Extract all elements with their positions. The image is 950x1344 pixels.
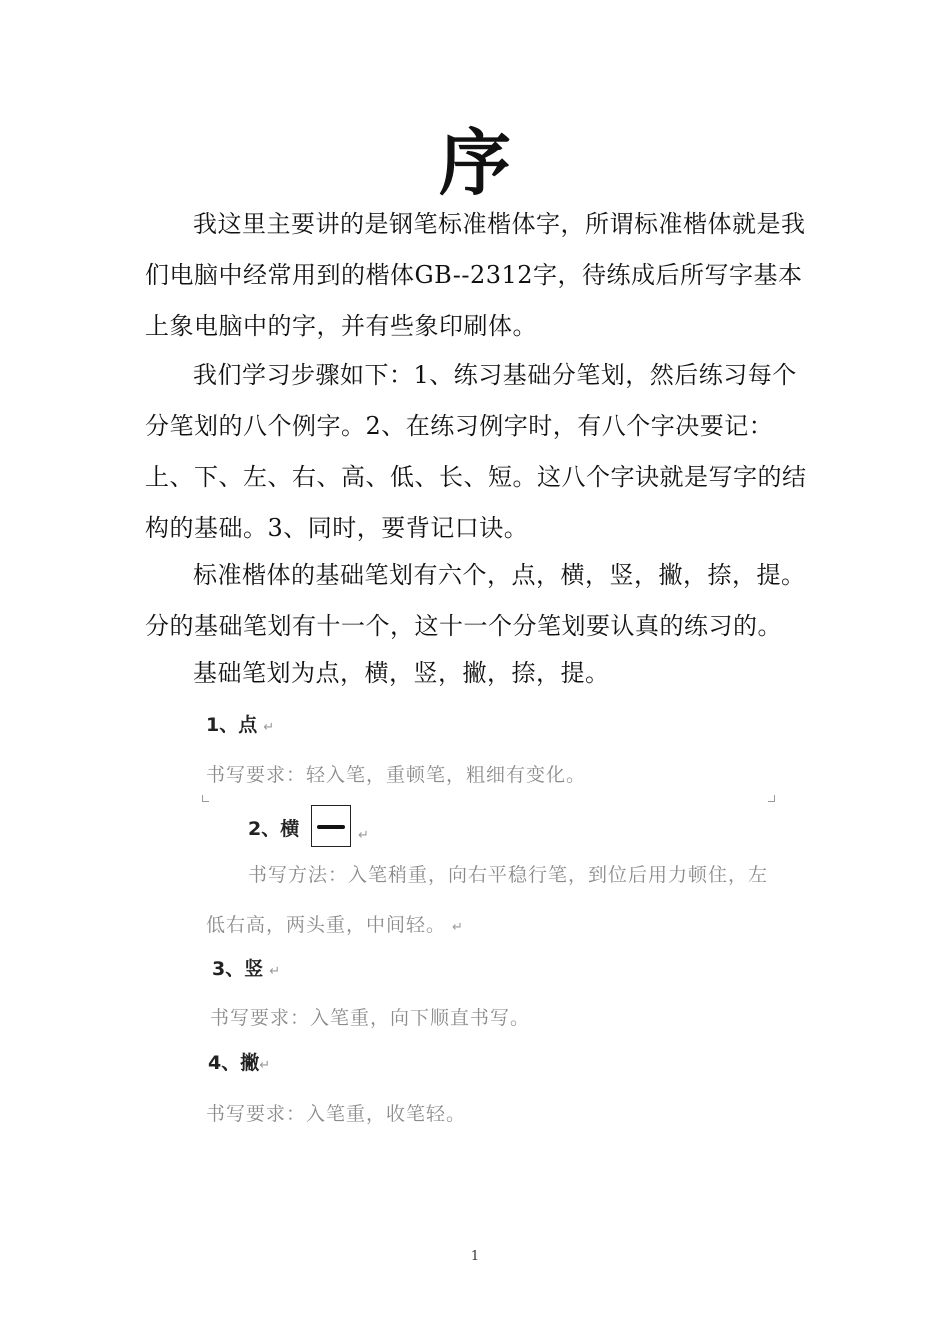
stroke-guide-clip xyxy=(200,700,780,1140)
stroke-heading-vertical-label: 3、竖 xyxy=(212,958,264,980)
stroke-heading-vertical xyxy=(212,954,280,987)
stroke-desc-left-falling: 书写要求：入笔重，收笔轻。 xyxy=(206,1103,467,1125)
paragraph-mark: ↵ xyxy=(269,964,281,979)
page-number: 1 xyxy=(470,1249,480,1264)
stroke-desc-horizontal-line1: 书写方法：入笔稍重，向右平稳行笔，到位后用力顿住，左 xyxy=(248,864,769,886)
horizontal-stroke-sample xyxy=(311,805,351,847)
intro-paragraph: 我这里主要讲的是钢笔标准楷体字，所谓标准楷体就是我们电脑中经常用到的楷体GB--2312字，待练成后所写字基本上象电脑中的字，并有些象印刷体。 xyxy=(145,210,806,340)
corner-mark-right xyxy=(768,795,775,802)
basic-strokes-paragraph: 标准楷体的基础笔划有六个，点，横，竖，撇，捺，提。分的基础笔划有十一个，这十一个分笔划要认真的练习的。 xyxy=(145,561,806,640)
stroke-heading-horizontal-label: 2、横 xyxy=(248,818,300,840)
document-title: 序 xyxy=(438,121,511,205)
stroke-heading-dot xyxy=(206,710,274,743)
corner-mark-left xyxy=(202,795,209,802)
stroke-desc-horizontal-line2-text: 低右高，两头重，中间轻。 xyxy=(206,914,447,936)
stroke-heading-left-falling xyxy=(208,1048,270,1081)
paragraph-mark: ↵ xyxy=(358,828,369,843)
paragraph-mark: ↵ xyxy=(263,720,275,735)
stroke-heading-dot-label: 1、点 xyxy=(206,714,258,736)
stroke-desc-dot: 书写要求：轻入笔，重顿笔，粗细有变化。 xyxy=(206,764,587,786)
stroke-heading-left-falling-label: 4、撇 xyxy=(208,1052,260,1074)
paragraph-mark: ↵ xyxy=(452,920,464,935)
basic-strokes-list: 基础笔划为点，横，竖，撇，捺，提。 xyxy=(193,659,610,687)
paragraph-mark: ↵ xyxy=(259,1058,271,1073)
steps-paragraph: 我们学习步骤如下：1、练习基础分笔划，然后练习每个分笔划的八个例字。2、在练习例字时，有八个字决要记：上、下、左、右、高、低、长、短。这八个字诀就是写字的结构的基础。3、同时，要背记口诀。 xyxy=(145,361,807,542)
horizontal-stroke-mark xyxy=(317,825,345,829)
stroke-desc-vertical: 书写要求：入笔重，向下顺直书写。 xyxy=(210,1007,531,1029)
stroke-heading-horizontal xyxy=(248,814,299,844)
paragraph-mark-holder xyxy=(352,818,369,851)
stroke-desc-horizontal-line2 xyxy=(206,910,464,943)
